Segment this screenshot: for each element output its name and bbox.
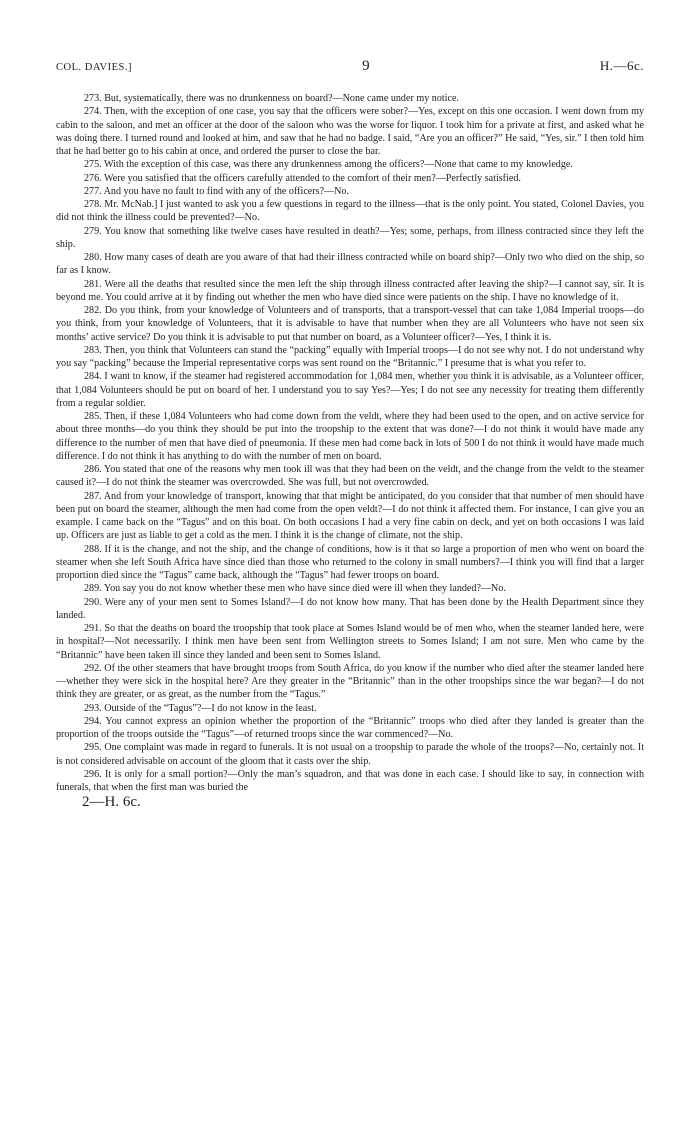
paragraph-284: 284. I want to know, if the steamer had registered accommodation for 1,084 men, whether you think it is advisable, as a Volunteer officer, that 1,084 Volunteers should be put on board of her. I understand you to say Yes?—Yes; I do not see any necessity for treating them differently from a regular soldier. (56, 371, 644, 409)
paragraph-296: 296. It is only for a small portion?—Only the man’s squadron, and that was done in each case. I should like to say, in connection with funerals, that when the first man was buried the (56, 768, 644, 793)
paragraph-289: 289. You say you do not know whether these men who have since died were ill when they landed?—No. (84, 583, 506, 595)
paragraph-277: 277. And you have no fault to find with any of the officers?—No. (84, 185, 349, 197)
paragraph-283: 283. Then, you think that Volunteers can stand the “packing” equally with Imperial troops—I do not see why not. I do not understand why you say “packing” because the Imperial representative corps was sent round on the “Britannic.” I presume that is what you refer to. (56, 344, 644, 369)
paragraph-282: 282. Do you think, from your knowledge of Volunteers and of transports, that a transport-vessel that can take 1,084 Imperial troops—do you think, from your knowledge of Volunteers, that it is advisable to have that number when they are all Volunteers who have not seen six months’ active service? Do you think it is advisable to put that number on board, as a Volunteer officer?—Yes, I think it is. (56, 305, 644, 343)
paragraph-293: 293. Outside of the “Tagus”?—I do not know in the least. (84, 702, 317, 714)
paragraph-275: 275. With the exception of this case, was there any drunkenness among the officers?—None that came to my knowledge. (84, 159, 573, 171)
paragraph-291: 291. So that the deaths on board the troopship that took place at Somes Island would be of men who, when the steamer landed here, were in hospital?—Not necessarily. I think men have been sent from Wellington streets to Somes Island; I am not sure. Men who came by the “Britannic” have been taken ill since they landed and been sent to Somes Island. (56, 623, 644, 661)
page-header (56, 58, 644, 92)
paragraph-287: 287. And from your knowledge of transport, knowing that that might be anticipated, do you consider that that number of men should have been put on board the steamer, although the men had come from the open veldt?—I do not think it affected them. For instance, I can give you an example. I came back on the “Tagus” and on this boat. On both occasions I had a very fine cabin on deck, and yet on both occasions I was laid up. Officers are just as liable to get a cold as the men. I think it is the change of climate, not the ship. (56, 490, 644, 542)
paragraph-290: 290. Were any of your men sent to Somes Island?—I do not know how many. That has been done by the Health Department since they landed. (56, 596, 644, 621)
paragraph-273: 273. But, systematically, there was no drunkenness on board?—None came under my notice. (84, 93, 459, 104)
paragraph-274: 274. Then, with the exception of one case, you say that the officers were sober?—Yes, except on this one occasion. I went down from my cabin to the saloon, and met an officer at the door of the saloon who was the worse for liquor. I took him for a private at first, and asked what he was doing there. I turned round and looked at him, and saw that he had no badge. I said, “Are you an officer?” He said, “Yes, sir.” I then told him that he had better go to his cabin at once, and ordered the purser to close the bar. (56, 106, 644, 157)
paragraph-276: 276. Were you satisfied that the officers carefully attended to the comfort of their men?—Perfectly satisfied. (84, 172, 521, 184)
page-number: 9 (362, 58, 370, 74)
paragraph-292: 292. Of the other steamers that have brought troops from South Africa, do you know if the number who died after the steamer landed here—whether they were sick in the hospital here? Are they greater in the “Britannic” than in the other troopships since the war began?—I do not think they are greater, or as great, as the number from the “Tagus.” (56, 662, 644, 701)
testimony-body (56, 92, 644, 794)
witness-name: COL. DAVIES.] (56, 62, 133, 73)
paragraph-285: 285. Then, if these 1,084 Volunteers who had come down from the veldt, where they had been used to the open, and on active service for about three months—do you think they should be put into the troopship to the extent that was done?—I do not think it would have made any difference to the number of men that have died of pneumonia. If these men had come back in lots of 500 I do not think it would have made much difference. I do not think it has anything to do with the number of men on board. (56, 411, 644, 462)
paragraph-281: 281. Were all the deaths that resulted since the men left the ship through illness contracted after leaving the ship?—I cannot say, sir. It is beyond me. You could arrive at it by finding out whether the men who have died since were patients on the ship. I have no knowledge of it. (56, 278, 644, 303)
paragraph-279: 279. You know that something like twelve cases have resulted in death?—Yes; some, perhaps, from illness contracted since they left the ship. (56, 225, 644, 250)
document-reference: H.—6c. (599, 58, 644, 73)
paragraph-288: 288. If it is the change, and not the ship, and the change of conditions, how is it that so large a proportion of men who went on board the steamer when she left South Africa have since died than those who returned to the colony in small numbers?—I think you will find that a larger proportion died since the “Tagus” came back, although the “Tagus” had fewer troops on board. (56, 543, 644, 581)
paragraph-286: 286. You stated that one of the reasons why men took ill was that they had been on the veldt, and the change from the veldt to the steamer caused it?—I do not think the steamer was overcrowded. She was full, but not overcrowded. (56, 464, 644, 489)
paragraph-295: 295. One complaint was made in regard to funerals. It is not usual on a troopship to parade the whole of the troops?—No, certainly not. It is not considered advisable on account of the gloom that it casts over the ship. (56, 742, 644, 767)
paragraph-294: 294. You cannot express an opinion whether the proportion of the “Britannic” troops who died after they landed is greater than the proportion of the troops outside the “Tagus”—of returned troops since the war commenced?—No. (56, 715, 644, 740)
paragraph-280: 280. How many cases of death are you aware of that had their illness contracted while on board ship?—Only two who died on the ship, so far as I know. (56, 252, 644, 277)
paragraph-278: 278. Mr. McNab.] I just wanted to ask you a few questions in regard to the illness—that is the only point. You stated, Colonel Davies, you did not think the illness could be prevented?—No. (56, 199, 644, 224)
signature-mark: 2—H. 6c. (82, 794, 141, 811)
